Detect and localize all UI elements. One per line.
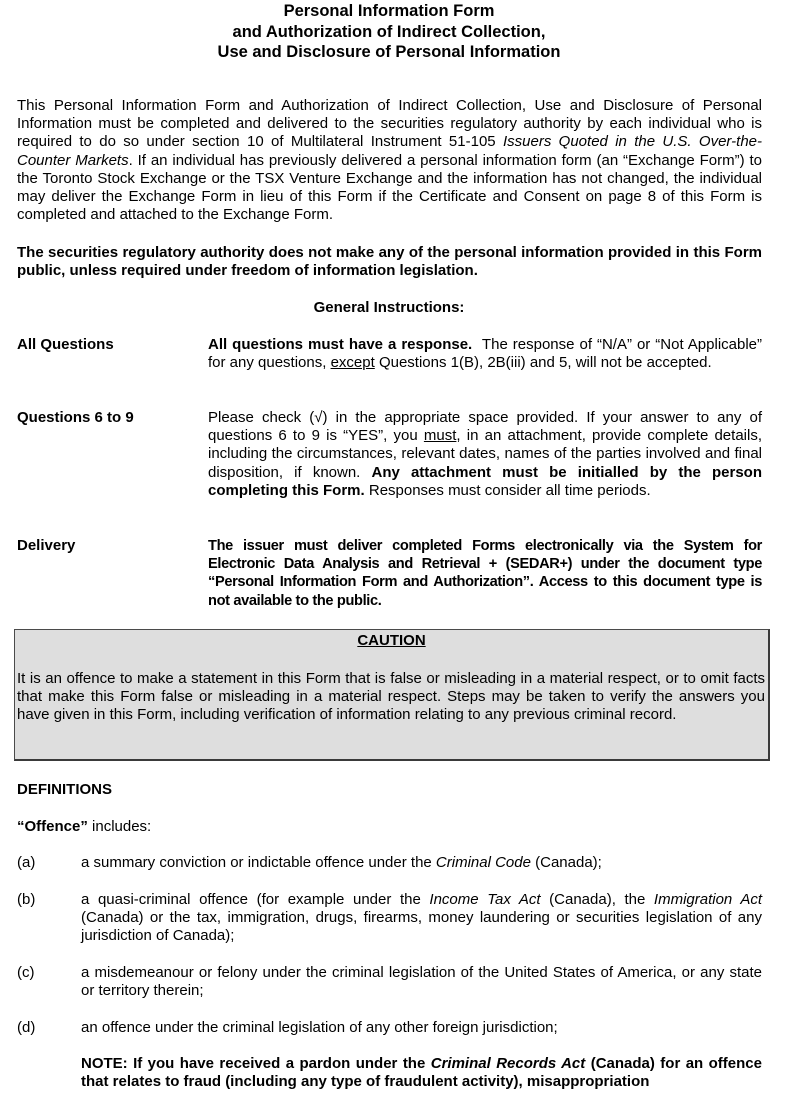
offence-term: “Offence” <box>17 818 88 835</box>
title-line-1: Personal Information Form <box>283 2 495 20</box>
instruction-label: Delivery <box>17 537 76 554</box>
item-text: a summary conviction or indictable offence under the Criminal Code (Canada); <box>81 854 602 871</box>
item-text: a misdemeanour or felony under the criminal legislation of the United States of America, or any state or territory therein; <box>81 964 762 1000</box>
document-title <box>0 1 778 63</box>
caution-text: It is an offence to make a statement in this Form that is false or misleading in a material respect, or to omit facts that make this Form false or misleading in a material respect. Steps may be taken to verify the answers you have given in this Form, including verification of information relating to any previous criminal record. <box>17 670 765 724</box>
item-text: a quasi-criminal offence (for example under the Income Tax Act (Canada), the Immigration Act (Canada) or the tax, immigration, drugs, firearms, money laundering or securities legislation of any jurisdiction of Canada); <box>81 891 762 945</box>
pardon-note: NOTE: If you have received a pardon under the Criminal Records Act (Canada) for an offence that relates to fraud (including any type of fraudulent activity), misappropriation <box>81 1055 762 1091</box>
title-line-2: and Authorization of Indirect Collection, <box>232 22 546 41</box>
title-line-3: Use and Disclosure of Personal Information <box>217 43 561 61</box>
instruction-label: All Questions <box>17 336 114 353</box>
instrument-title: Issuers Quoted in the U.S. Over-the-Counter Markets <box>17 133 763 169</box>
public-notice-paragraph: The securities regulatory authority does not make any of the personal information provided in this Form public, unless required under freedom of information legislation. <box>17 244 762 280</box>
item-text: an offence under the criminal legislation of any other foreign jurisdiction; <box>81 1019 558 1036</box>
caution-box <box>14 629 770 761</box>
general-instructions-heading: General Instructions: <box>313 299 465 316</box>
definitions-heading: DEFINITIONS <box>17 781 113 798</box>
item-marker: (a) <box>17 854 36 871</box>
caution-title: CAUTION <box>357 632 426 649</box>
offence-definition-intro: “Offence” includes: <box>17 818 152 835</box>
instruction-label: Questions 6 to 9 <box>17 409 134 426</box>
item-marker: (d) <box>17 1019 36 1036</box>
instruction-body: The issuer must deliver completed Forms electronically via the System for Electronic Data Analysis and Retrieval + (SEDAR+) under the document type “Personal Information Form and Authorization”. Access to this document type is not available to the public. <box>208 538 762 609</box>
instruction-body: Please check (√) in the appropriate space provided. If your answer to any of questions 6 to 9 is “YES”, you must, in an attachment, provide complete details, including the circumstances, relevant dates, names of the parties involved and final disposition, if known. Any attachment must be initialled by the person completing this Form. Responses must consider all time periods. <box>208 409 762 499</box>
item-marker: (c) <box>17 964 35 981</box>
intro-paragraph: This Personal Information Form and Authorization of Indirect Collection, Use and Disclosure of Personal Information must be completed and delivered to the securities regulatory authority by each individual who is required to do so under section 10 of Multilateral Instrument 51-105 Issuers Quoted in the U.S. Over-the-Counter Markets. If an individual has previously delivered a personal information form (an “Exchange Form”) to the Toronto Stock Exchange or the TSX Venture Exchange and the information has not changed, the individual may deliver the Exchange Form in lieu of this Form if the Certificate and Consent on page 8 of this Form is completed and attached to the Exchange Form. <box>17 97 763 224</box>
item-marker: (b) <box>17 891 36 908</box>
instruction-body: All questions must have a response. The response of “N/A” or “Not Applicable” for any questions, except Questions 1(B), 2B(iii) and 5, will not be accepted. <box>208 336 767 372</box>
